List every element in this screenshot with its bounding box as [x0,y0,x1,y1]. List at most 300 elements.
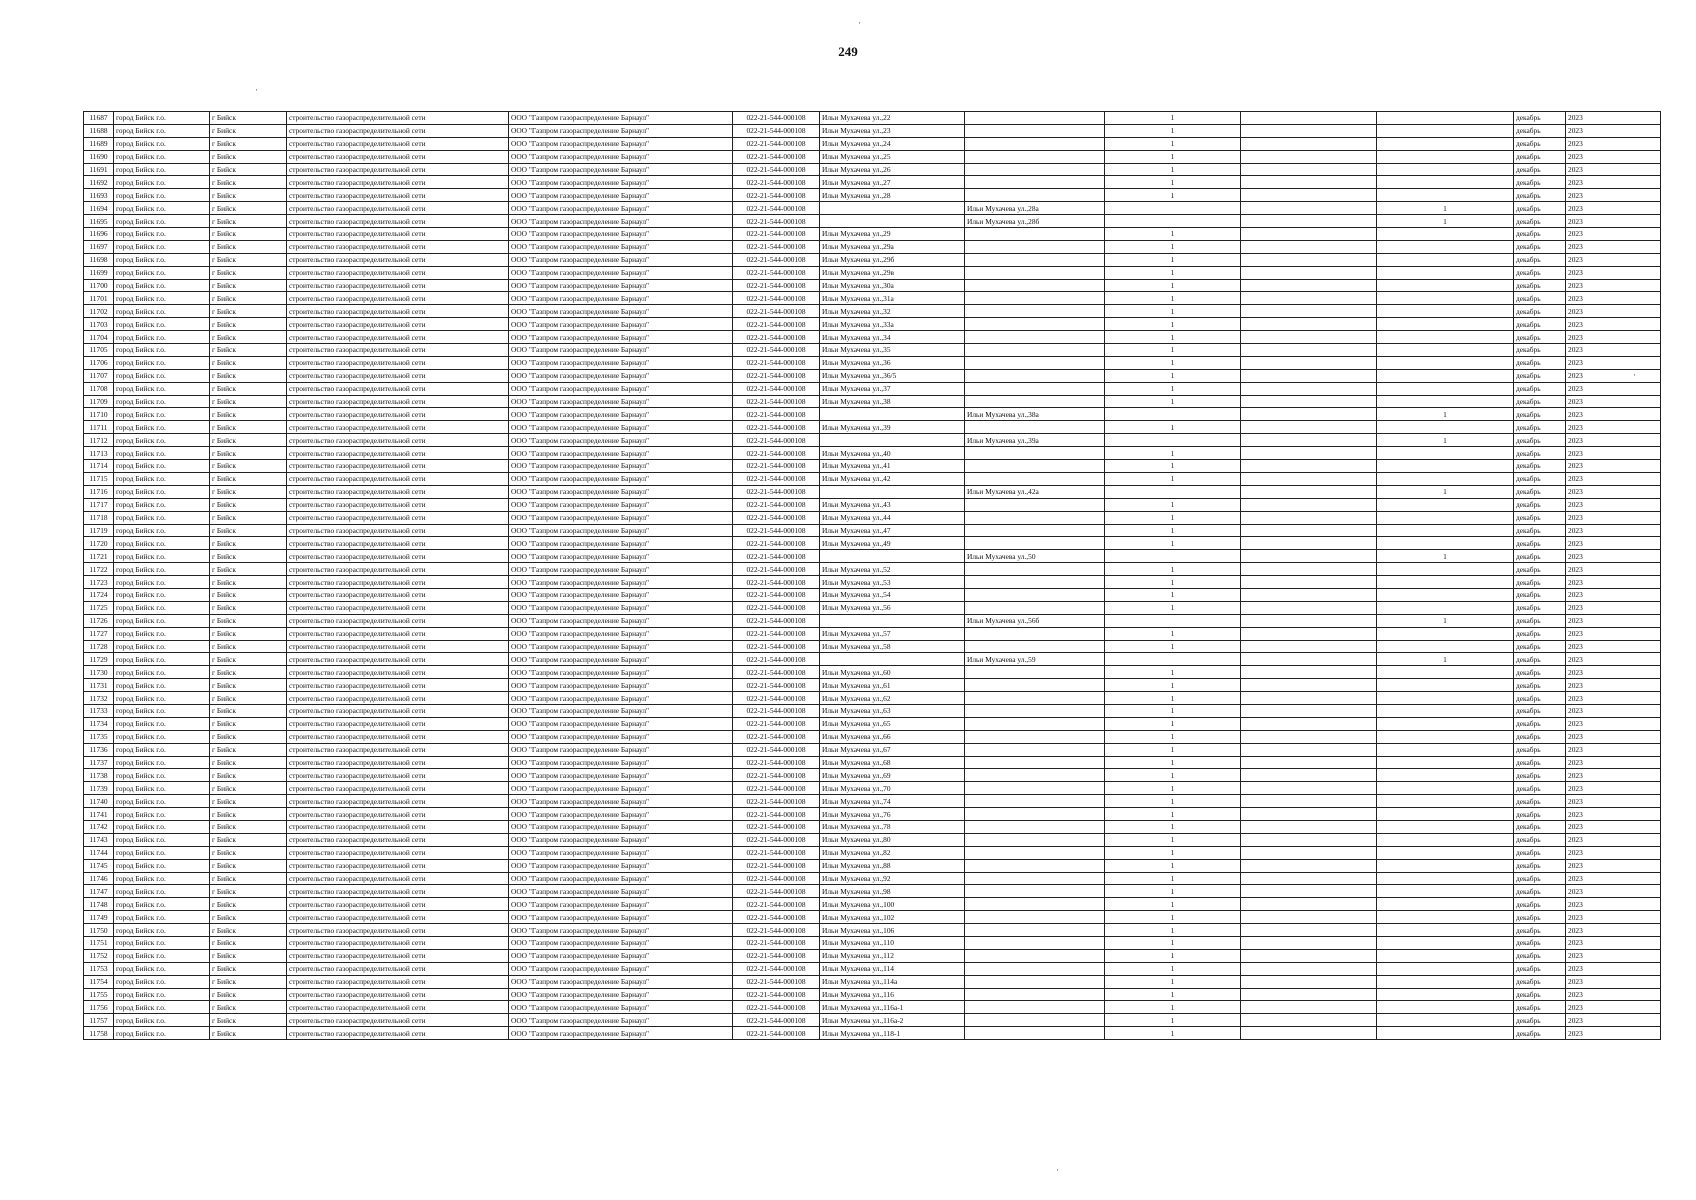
quantity-alt-cell: 1 [1377,202,1514,215]
table-row [84,885,1661,898]
quantity-alt-cell [1377,460,1514,473]
address-alt-cell [965,498,1105,511]
organization-cell: ООО "Газпром газораспределение Барнаул" [509,176,733,189]
table-row [84,331,1661,344]
row-number: 11728 [84,640,114,653]
district-cell: город Бийск г.о. [114,653,210,666]
blank-cell [1241,447,1377,460]
year-cell: 2023 [1566,962,1661,975]
address-alt-cell [965,588,1105,601]
district-cell: город Бийск г.о. [114,1014,210,1027]
blank-cell [1241,331,1377,344]
address-alt-cell [965,537,1105,550]
blank-cell [1241,356,1377,369]
year-cell: 2023 [1566,331,1661,344]
cadastral-cell: 022-21-544-000108 [733,975,820,988]
address-alt-cell [965,331,1105,344]
locality-cell: г Бийск [210,937,287,950]
row-number: 11724 [84,588,114,601]
scan-mark: · [858,18,861,28]
table-row [84,472,1661,485]
table-row [84,949,1661,962]
cadastral-cell: 022-21-544-000108 [733,163,820,176]
cadastral-cell: 022-21-544-000108 [733,318,820,331]
work-type-cell: строительство газораспределительной сети [287,692,509,705]
row-number: 11723 [84,576,114,589]
organization-cell: ООО "Газпром газораспределение Барнаул" [509,949,733,962]
year-cell: 2023 [1566,872,1661,885]
quantity-cell: 1 [1105,885,1241,898]
row-number: 11755 [84,988,114,1001]
work-type-cell: строительство газораспределительной сети [287,266,509,279]
address-alt-cell: Ильи Мухачева ул.,28б [965,215,1105,228]
cadastral-cell: 022-21-544-000108 [733,666,820,679]
district-cell: город Бийск г.о. [114,305,210,318]
locality-cell: г Бийск [210,949,287,962]
table-row [84,498,1661,511]
work-type-cell: строительство газораспределительной сети [287,898,509,911]
quantity-alt-cell [1377,692,1514,705]
month-cell: декабрь [1514,627,1566,640]
year-cell: 2023 [1566,176,1661,189]
address-alt-cell [965,344,1105,357]
blank-cell [1241,820,1377,833]
locality-cell: г Бийск [210,266,287,279]
locality-cell: г Бийск [210,305,287,318]
address-cell: Ильи Мухачева ул.,35 [820,344,965,357]
address-alt-cell [965,756,1105,769]
organization-cell: ООО "Газпром газораспределение Барнаул" [509,730,733,743]
district-cell: город Бийск г.о. [114,511,210,524]
address-alt-cell [965,937,1105,950]
quantity-cell: 1 [1105,460,1241,473]
quantity-cell: 1 [1105,782,1241,795]
blank-cell [1241,421,1377,434]
table-row [84,666,1661,679]
year-cell: 2023 [1566,434,1661,447]
address-cell: Ильи Мухачева ул.,26 [820,163,965,176]
cadastral-cell: 022-21-544-000108 [733,1001,820,1014]
organization-cell: ООО "Газпром газораспределение Барнаул" [509,640,733,653]
work-type-cell: строительство газораспределительной сети [287,679,509,692]
year-cell: 2023 [1566,782,1661,795]
blank-cell [1241,124,1377,137]
quantity-alt-cell [1377,1027,1514,1040]
locality-cell: г Бийск [210,1014,287,1027]
row-number: 11747 [84,885,114,898]
row-number: 11757 [84,1014,114,1027]
blank-cell [1241,937,1377,950]
year-cell: 2023 [1566,795,1661,808]
year-cell: 2023 [1566,885,1661,898]
year-cell: 2023 [1566,1001,1661,1014]
scan-mark: · [1056,1165,1059,1175]
month-cell: декабрь [1514,988,1566,1001]
locality-cell: г Бийск [210,253,287,266]
work-type-cell: строительство газораспределительной сети [287,537,509,550]
district-cell: город Бийск г.о. [114,421,210,434]
quantity-cell: 1 [1105,563,1241,576]
quantity-alt-cell [1377,627,1514,640]
address-cell: Ильи Мухачева ул.,60 [820,666,965,679]
quantity-alt-cell [1377,150,1514,163]
year-cell: 2023 [1566,485,1661,498]
address-alt-cell [965,808,1105,821]
table-row [84,1027,1661,1040]
address-cell: Ильи Мухачева ул.,98 [820,885,965,898]
table-row [84,382,1661,395]
year-cell: 2023 [1566,756,1661,769]
cadastral-cell: 022-21-544-000108 [733,1014,820,1027]
month-cell: декабрь [1514,949,1566,962]
row-number: 11720 [84,537,114,550]
address-alt-cell: Ильи Мухачева ул.,39а [965,434,1105,447]
month-cell: декабрь [1514,279,1566,292]
quantity-cell: 1 [1105,240,1241,253]
work-type-cell: строительство газораспределительной сети [287,833,509,846]
address-cell: Ильи Мухачева ул.,65 [820,717,965,730]
table-row [84,228,1661,241]
district-cell: город Бийск г.о. [114,228,210,241]
row-number: 11687 [84,112,114,125]
cadastral-cell: 022-21-544-000108 [733,550,820,563]
month-cell: декабрь [1514,898,1566,911]
address-alt-cell [965,1001,1105,1014]
row-number: 11704 [84,331,114,344]
blank-cell [1241,808,1377,821]
locality-cell: г Бийск [210,1001,287,1014]
address-alt-cell [965,717,1105,730]
address-alt-cell: Ильи Мухачева ул.,28а [965,202,1105,215]
locality-cell: г Бийск [210,924,287,937]
district-cell: город Бийск г.о. [114,820,210,833]
work-type-cell: строительство газораспределительной сети [287,447,509,460]
row-number: 11745 [84,859,114,872]
table-row [84,163,1661,176]
row-number: 11749 [84,911,114,924]
district-cell: город Бийск г.о. [114,808,210,821]
blank-cell [1241,189,1377,202]
quantity-alt-cell [1377,898,1514,911]
address-alt-cell [965,743,1105,756]
blank-cell [1241,795,1377,808]
quantity-alt-cell [1377,769,1514,782]
cadastral-cell: 022-21-544-000108 [733,253,820,266]
organization-cell: ООО "Газпром газораспределение Барнаул" [509,795,733,808]
address-cell: Ильи Мухачева ул.,88 [820,859,965,872]
row-number: 11756 [84,1001,114,1014]
organization-cell: ООО "Газпром газораспределение Барнаул" [509,202,733,215]
year-cell: 2023 [1566,550,1661,563]
district-cell: город Бийск г.о. [114,434,210,447]
blank-cell [1241,563,1377,576]
quantity-alt-cell [1377,318,1514,331]
quantity-cell [1105,434,1241,447]
address-cell: Ильи Мухачева ул.,57 [820,627,965,640]
district-cell: город Бийск г.о. [114,704,210,717]
cadastral-cell: 022-21-544-000108 [733,937,820,950]
address-cell: Ильи Мухачева ул.,114а [820,975,965,988]
address-cell: Ильи Мухачева ул.,23 [820,124,965,137]
address-cell: Ильи Мухачева ул.,74 [820,795,965,808]
quantity-cell: 1 [1105,588,1241,601]
row-number: 11714 [84,460,114,473]
quantity-cell: 1 [1105,305,1241,318]
district-cell: город Бийск г.о. [114,962,210,975]
address-cell: Ильи Мухачева ул.,92 [820,872,965,885]
row-number: 11725 [84,601,114,614]
locality-cell: г Бийск [210,344,287,357]
work-type-cell: строительство газораспределительной сети [287,356,509,369]
quantity-alt-cell [1377,292,1514,305]
district-cell: город Бийск г.о. [114,318,210,331]
district-cell: город Бийск г.о. [114,1001,210,1014]
address-cell: Ильи Мухачева ул.,29 [820,228,965,241]
work-type-cell: строительство газораспределительной сети [287,975,509,988]
address-alt-cell [965,898,1105,911]
table-row [84,640,1661,653]
work-type-cell: строительство газораспределительной сети [287,653,509,666]
organization-cell: ООО "Газпром газораспределение Барнаул" [509,498,733,511]
quantity-alt-cell [1377,601,1514,614]
address-cell: Ильи Мухачева ул.,100 [820,898,965,911]
address-alt-cell: Ильи Мухачева ул.,42а [965,485,1105,498]
quantity-alt-cell [1377,872,1514,885]
organization-cell: ООО "Газпром газораспределение Барнаул" [509,614,733,627]
address-cell: Ильи Мухачева ул.,116 [820,988,965,1001]
work-type-cell: строительство газораспределительной сети [287,885,509,898]
blank-cell [1241,279,1377,292]
organization-cell: ООО "Газпром газораспределение Барнаул" [509,679,733,692]
locality-cell: г Бийск [210,563,287,576]
quantity-cell [1105,550,1241,563]
work-type-cell: строительство газораспределительной сети [287,588,509,601]
table-row [84,137,1661,150]
quantity-alt-cell [1377,344,1514,357]
district-cell: город Бийск г.о. [114,898,210,911]
address-cell: Ильи Мухачева ул.,67 [820,743,965,756]
year-cell: 2023 [1566,202,1661,215]
cadastral-cell: 022-21-544-000108 [733,369,820,382]
month-cell: декабрь [1514,614,1566,627]
blank-cell [1241,704,1377,717]
work-type-cell: строительство газораспределительной сети [287,576,509,589]
organization-cell: ООО "Газпром газораспределение Барнаул" [509,872,733,885]
table-row [84,266,1661,279]
address-alt-cell [965,782,1105,795]
month-cell: декабрь [1514,563,1566,576]
cadastral-cell: 022-21-544-000108 [733,885,820,898]
cadastral-cell: 022-21-544-000108 [733,266,820,279]
address-alt-cell [965,576,1105,589]
district-cell: город Бийск г.о. [114,730,210,743]
district-cell: город Бийск г.о. [114,1027,210,1040]
work-type-cell: строительство газораспределительной сети [287,872,509,885]
address-alt-cell [965,253,1105,266]
work-type-cell: строительство газораспределительной сети [287,820,509,833]
organization-cell: ООО "Газпром газораспределение Барнаул" [509,228,733,241]
table-row [84,962,1661,975]
cadastral-cell: 022-21-544-000108 [733,730,820,743]
year-cell: 2023 [1566,601,1661,614]
address-alt-cell [965,511,1105,524]
organization-cell: ООО "Газпром газораспределение Барнаул" [509,975,733,988]
month-cell: декабрь [1514,924,1566,937]
organization-cell: ООО "Газпром газораспределение Барнаул" [509,511,733,524]
organization-cell: ООО "Газпром газораспределение Барнаул" [509,924,733,937]
blank-cell [1241,434,1377,447]
address-alt-cell [965,292,1105,305]
locality-cell: г Бийск [210,382,287,395]
quantity-cell: 1 [1105,898,1241,911]
locality-cell: г Бийск [210,331,287,344]
year-cell: 2023 [1566,253,1661,266]
table-row [84,692,1661,705]
quantity-alt-cell [1377,472,1514,485]
quantity-alt-cell [1377,576,1514,589]
locality-cell: г Бийск [210,460,287,473]
district-cell: город Бийск г.о. [114,988,210,1001]
address-cell: Ильи Мухачева ул.,30а [820,279,965,292]
blank-cell [1241,150,1377,163]
quantity-cell: 1 [1105,679,1241,692]
work-type-cell: строительство газораспределительной сети [287,666,509,679]
month-cell: декабрь [1514,730,1566,743]
district-cell: город Бийск г.о. [114,692,210,705]
organization-cell: ООО "Газпром газораспределение Барнаул" [509,382,733,395]
row-number: 11705 [84,344,114,357]
locality-cell: г Бийск [210,176,287,189]
locality-cell: г Бийск [210,421,287,434]
locality-cell: г Бийск [210,704,287,717]
district-cell: город Бийск г.о. [114,550,210,563]
blank-cell [1241,692,1377,705]
quantity-cell: 1 [1105,937,1241,950]
address-cell: Ильи Мухачева ул.,114 [820,962,965,975]
address-alt-cell [965,163,1105,176]
row-number: 11715 [84,472,114,485]
table-row [84,1001,1661,1014]
district-cell: город Бийск г.о. [114,666,210,679]
month-cell: декабрь [1514,524,1566,537]
quantity-cell: 1 [1105,524,1241,537]
row-number: 11693 [84,189,114,202]
month-cell: декабрь [1514,395,1566,408]
row-number: 11743 [84,833,114,846]
address-alt-cell [965,924,1105,937]
row-number: 11708 [84,382,114,395]
table-row [84,253,1661,266]
address-alt-cell [965,949,1105,962]
cadastral-cell: 022-21-544-000108 [733,782,820,795]
quantity-alt-cell [1377,137,1514,150]
year-cell: 2023 [1566,563,1661,576]
row-number: 11703 [84,318,114,331]
locality-cell: г Бийск [210,988,287,1001]
month-cell: декабрь [1514,962,1566,975]
address-cell: Ильи Мухачева ул.,110 [820,937,965,950]
year-cell: 2023 [1566,472,1661,485]
table-row [84,215,1661,228]
quantity-alt-cell [1377,524,1514,537]
month-cell: декабрь [1514,369,1566,382]
work-type-cell: строительство газораспределительной сети [287,112,509,125]
table-row [84,820,1661,833]
address-cell: Ильи Мухачева ул.,40 [820,447,965,460]
table-row [84,421,1661,434]
locality-cell: г Бийск [210,240,287,253]
year-cell: 2023 [1566,627,1661,640]
address-alt-cell [965,176,1105,189]
quantity-alt-cell [1377,808,1514,821]
quantity-cell: 1 [1105,176,1241,189]
quantity-cell [1105,653,1241,666]
table-row [84,679,1661,692]
district-cell: город Бийск г.о. [114,266,210,279]
quantity-cell: 1 [1105,730,1241,743]
row-number: 11732 [84,692,114,705]
row-number: 11702 [84,305,114,318]
work-type-cell: строительство газораспределительной сети [287,369,509,382]
district-cell: город Бийск г.о. [114,679,210,692]
table-row [84,601,1661,614]
address-cell: Ильи Мухачева ул.,49 [820,537,965,550]
blank-cell [1241,576,1377,589]
month-cell: декабрь [1514,666,1566,679]
quantity-cell: 1 [1105,253,1241,266]
row-number: 11735 [84,730,114,743]
locality-cell: г Бийск [210,653,287,666]
cadastral-cell: 022-21-544-000108 [733,395,820,408]
address-cell: Ильи Мухачева ул.,116а-2 [820,1014,965,1027]
row-number: 11695 [84,215,114,228]
quantity-alt-cell [1377,112,1514,125]
address-cell: Ильи Мухачева ул.,53 [820,576,965,589]
district-cell: город Бийск г.о. [114,356,210,369]
month-cell: декабрь [1514,782,1566,795]
quantity-alt-cell: 1 [1377,408,1514,421]
month-cell: декабрь [1514,653,1566,666]
address-cell: Ильи Мухачева ул.,63 [820,704,965,717]
organization-cell: ООО "Газпром газораспределение Барнаул" [509,215,733,228]
month-cell: декабрь [1514,356,1566,369]
table-row [84,202,1661,215]
year-cell: 2023 [1566,1014,1661,1027]
month-cell: декабрь [1514,1014,1566,1027]
row-number: 11709 [84,395,114,408]
organization-cell: ООО "Газпром газораспределение Барнаул" [509,305,733,318]
address-cell [820,614,965,627]
organization-cell: ООО "Газпром газораспределение Барнаул" [509,782,733,795]
table-row [84,550,1661,563]
quantity-alt-cell [1377,369,1514,382]
organization-cell: ООО "Газпром газораспределение Барнаул" [509,421,733,434]
locality-cell: г Бийск [210,318,287,331]
row-number: 11699 [84,266,114,279]
locality-cell: г Бийск [210,614,287,627]
locality-cell: г Бийск [210,627,287,640]
quantity-cell: 1 [1105,743,1241,756]
year-cell: 2023 [1566,743,1661,756]
organization-cell: ООО "Газпром газораспределение Барнаул" [509,485,733,498]
address-cell [820,215,965,228]
cadastral-cell: 022-21-544-000108 [733,189,820,202]
locality-cell: г Бийск [210,743,287,756]
month-cell: декабрь [1514,640,1566,653]
district-cell: город Бийск г.о. [114,279,210,292]
cadastral-cell: 022-21-544-000108 [733,627,820,640]
quantity-cell: 1 [1105,975,1241,988]
